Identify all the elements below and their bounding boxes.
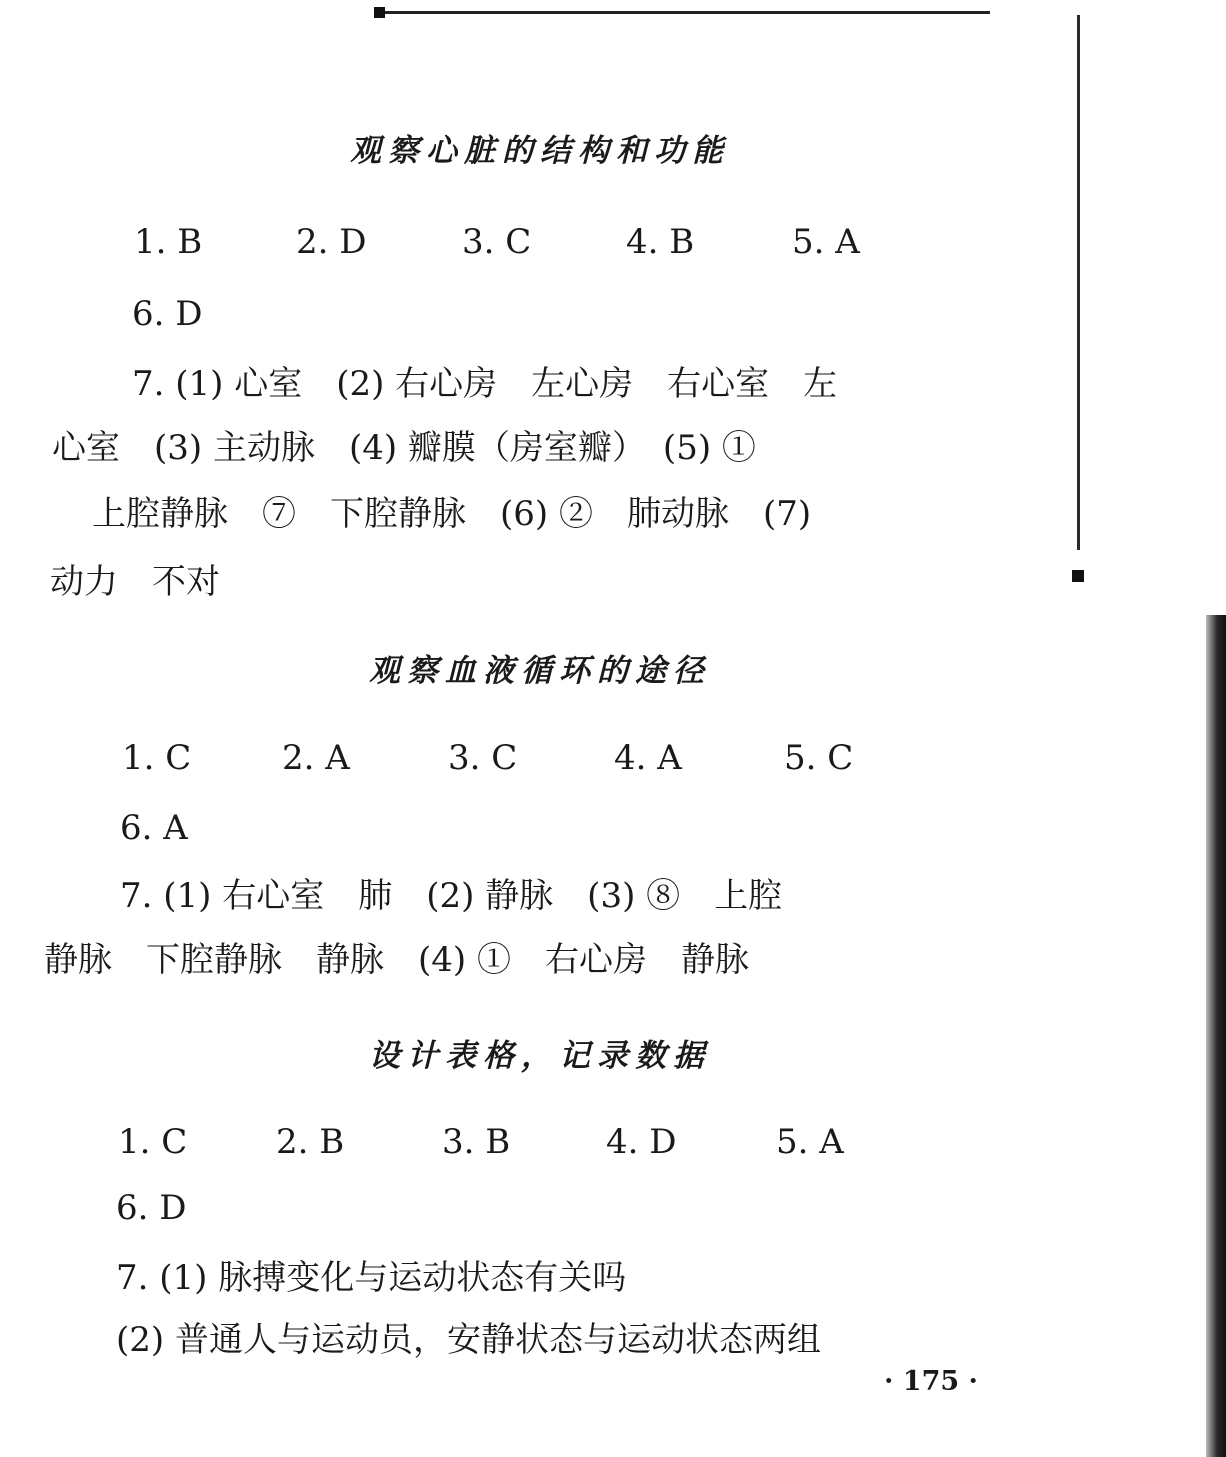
mc-answer: 2. B: [276, 1122, 345, 1162]
right-corner-mark: [1072, 570, 1084, 582]
mc-answers-row-2: [0, 738, 1000, 782]
answer-line: 动力 不对: [50, 562, 220, 602]
section-title-heart: 观察心脏的结构和功能: [350, 133, 730, 169]
top-corner-mark: [374, 7, 385, 18]
mc-answer: 2. A: [282, 738, 350, 778]
answer-line: 7. (1) 右心室 肺 (2) 静脉 (3) ⑧ 上腔: [120, 876, 783, 916]
section-title-table-design: 设计表格，记录数据: [369, 1038, 711, 1074]
mc-answer: 3. B: [442, 1122, 511, 1162]
answer-line: 心室 (3) 主动脉 (4) 瓣膜（房室瓣） (5) ①: [52, 428, 756, 468]
mc-answer: 3. C: [448, 738, 518, 778]
answer-line: 7. (1) 心室 (2) 右心房 左心房 右心室 左: [132, 364, 838, 404]
top-rule: [380, 11, 990, 14]
answer-line: 上腔静脉 ⑦ 下腔静脉 (6) ② 肺动脉 (7): [92, 494, 812, 534]
mc-answer: 4. D: [606, 1122, 677, 1162]
mc-answer: 5. C: [784, 738, 854, 778]
section-title-circulation: 观察血液循环的途径: [369, 653, 711, 689]
answer-line: 6. A: [120, 808, 188, 848]
mc-answer: 4. A: [614, 738, 682, 778]
mc-answer: 4. B: [626, 222, 695, 262]
answer-line: (2) 普通人与运动员，安静状态与运动状态两组: [116, 1320, 821, 1360]
mc-answer: 1. B: [134, 222, 203, 262]
page-number: · 175 ·: [884, 1366, 978, 1397]
answer-line: 7. (1) 脉搏变化与运动状态有关吗: [116, 1258, 627, 1298]
answer-line: 静脉 下腔静脉 静脉 (4) ① 右心房 静脉: [44, 940, 749, 980]
mc-answer: 3. C: [462, 222, 532, 262]
mc-answer: 2. D: [296, 222, 367, 262]
mc-answer: 5. A: [792, 222, 860, 262]
right-rule: [1077, 15, 1080, 550]
page-edge-shadow: [1206, 615, 1226, 1457]
mc-answer: 1. C: [118, 1122, 188, 1162]
mc-answer: 1. C: [122, 738, 192, 778]
answer-line: 6. D: [132, 294, 203, 334]
mc-answers-row-1: [0, 222, 1000, 266]
mc-answers-row-3: [0, 1122, 1000, 1166]
answer-line: 6. D: [116, 1188, 187, 1228]
mc-answer: 5. A: [776, 1122, 844, 1162]
